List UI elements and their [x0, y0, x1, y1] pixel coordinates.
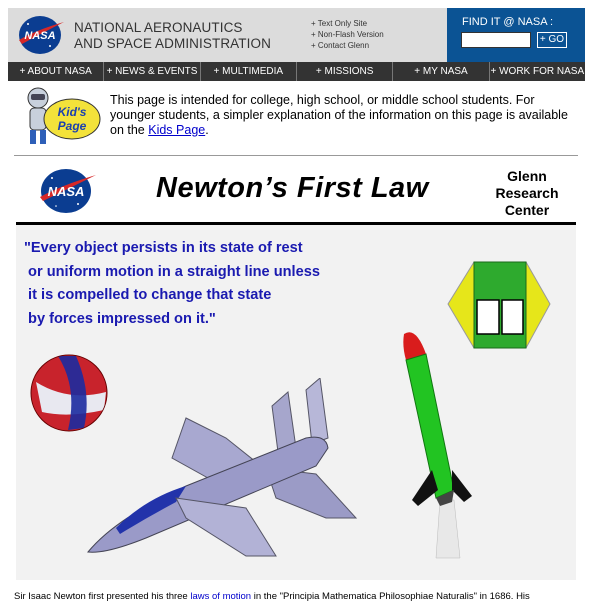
- quote-line-2: or uniform motion in a straight line unless: [24, 263, 320, 280]
- newtons-first-law-figure: [16, 160, 576, 580]
- kids-logo-line-2: Page: [57, 119, 87, 133]
- intro-text: [110, 93, 580, 138]
- figure-rule: [16, 222, 576, 225]
- rocket-illustration: [396, 330, 486, 560]
- nav-work-for-nasa[interactable]: + WORK FOR NASA: [490, 66, 585, 77]
- quote-line-1: "Every object persists in its state of rest: [24, 240, 303, 256]
- divider: [14, 155, 578, 156]
- site-header: [8, 8, 585, 62]
- contact-glenn-link[interactable]: + Contact Glenn: [311, 41, 370, 50]
- main-nav: [8, 62, 585, 81]
- search-go-button[interactable]: + GO: [537, 32, 567, 48]
- figure-header: [16, 160, 576, 222]
- body-text-end: in the "Principia Mathematica Philosophiae Naturalis" in 1686. His: [251, 591, 530, 602]
- search-input[interactable]: [461, 32, 531, 48]
- figure-nasa-logo: [36, 166, 98, 216]
- grc-line-2: Research: [495, 185, 559, 201]
- laws-of-motion-link[interactable]: laws of motion: [190, 591, 252, 602]
- find-it-label: FIND IT @ NASA :: [462, 16, 554, 28]
- nav-about-nasa[interactable]: + ABOUT NASA: [8, 62, 104, 81]
- grc-line-3: Center: [504, 202, 550, 218]
- kids-page-logo[interactable]: [22, 86, 102, 148]
- body-text-start: Sir Isaac Newton first presented his three: [14, 591, 191, 602]
- kids-logo-line-1: Kid's: [57, 105, 87, 119]
- find-it-panel: [447, 8, 585, 62]
- nasa-logo-text: NASA: [24, 30, 56, 42]
- nasa-logo[interactable]: [16, 14, 66, 56]
- grc-line-1: Glenn: [507, 168, 547, 184]
- text-only-link[interactable]: + Text Only Site: [311, 19, 368, 28]
- body-paragraph: [14, 591, 530, 602]
- nav-news-events[interactable]: + NEWS & EVENTS: [104, 62, 200, 81]
- nav-my-nasa[interactable]: + MY NASA: [393, 62, 489, 81]
- figure-title: Newton’s First Law: [156, 172, 429, 204]
- quote-line-4: by forces impressed on it.": [24, 310, 216, 327]
- figure-logo-text: NASA: [47, 184, 85, 199]
- agency-name: [74, 20, 271, 52]
- kids-page-link[interactable]: Kids Page: [148, 123, 206, 137]
- intro-body: This page is intended for college, high school, or middle school students. For younger students, a simpler explanation of the information on this page is available on the: [110, 93, 568, 137]
- quick-links: [311, 18, 384, 51]
- newton-quote: [24, 237, 320, 331]
- nav-missions[interactable]: + MISSIONS: [297, 62, 393, 81]
- nav-multimedia[interactable]: + MULTIMEDIA: [201, 62, 297, 81]
- agency-line-1: NATIONAL AERONAUTICS: [74, 20, 243, 35]
- jet-illustration: [76, 378, 376, 558]
- agency-line-2: AND SPACE ADMINISTRATION: [74, 36, 271, 51]
- intro-end: .: [205, 123, 209, 137]
- non-flash-link[interactable]: + Non-Flash Version: [311, 30, 384, 39]
- glenn-research-center-label: [490, 168, 564, 219]
- quote-line-3: it is compelled to change that state: [24, 287, 272, 303]
